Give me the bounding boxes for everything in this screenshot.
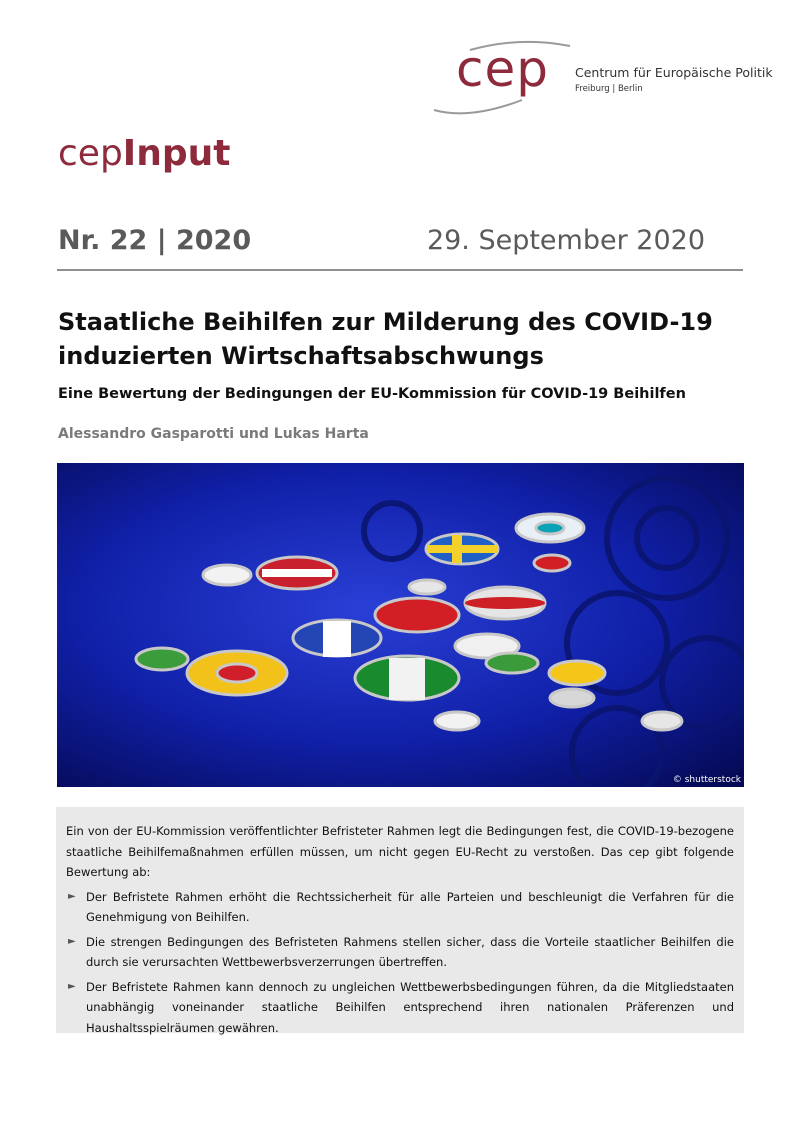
bullet-text: Der Befristete Rahmen kann dennoch zu ungleichen Wettbewerbsbedingungen führen, da die Mitgliedstaaten unabhängig voneinander staatliche Beihilfen entsprechend ihren nationalen Präferenzen und Haushaltsspielräumen gewähren. <box>86 979 734 1035</box>
logo-wordmark: cep <box>456 40 549 98</box>
document-title: Staatliche Beihilfen zur Milderung des COVID-19 induzierten Wirtschaftsabschwungs <box>58 308 713 370</box>
header-divider <box>57 269 743 271</box>
summary-bullets <box>66 887 734 1039</box>
issue-number: Nr. 22 | 2020 <box>58 225 252 256</box>
triangle-right-icon: ► <box>68 980 76 992</box>
document-subtitle: Eine Bewertung der Bedingungen der EU-Kommission für COVID-19 Beihilfen <box>58 386 686 402</box>
organization-name: Centrum für Europäische Politik <box>575 65 773 80</box>
bullet-text: Der Befristete Rahmen erhöht die Rechtssicherheit für alle Parteien und beschleunigt die Verfahren für die Genehmigung von Beihilfen. <box>86 889 734 924</box>
list-item <box>66 887 734 928</box>
summary-box <box>56 807 744 1033</box>
cep-logo <box>430 38 773 118</box>
series-name: Input <box>122 133 231 174</box>
list-item <box>66 977 734 1039</box>
summary-intro: Ein von der EU-Kommission veröffentlichter Befristeter Rahmen legt die Bedingungen fest, die COVID-19-bezogene staatliche Beihilfemaßnahmen erfüllen müssen, um nicht gegen EU-Recht zu verstoßen. Das cep gibt folgende Bewertung ab: <box>66 824 734 879</box>
series-title <box>58 132 230 176</box>
document-authors: Alessandro Gasparotti und Lukas Harta <box>58 426 369 442</box>
flag-gears-icon <box>57 463 744 787</box>
series-prefix: cep <box>58 133 123 174</box>
triangle-right-icon: ► <box>68 890 76 902</box>
image-credit: © shutterstock <box>672 775 741 785</box>
triangle-right-icon: ► <box>68 935 76 947</box>
issue-date: 29. September 2020 <box>426 225 705 256</box>
hero-image <box>57 463 744 787</box>
bullet-text: Die strengen Bedingungen des Befristeten Rahmens stellen sicher, dass die Vorteile staatlicher Beihilfen die durch sie verursachten Wettbewerbsverzerrungen übertreffen. <box>86 934 734 969</box>
list-item <box>66 932 734 973</box>
organization-locations: Freiburg | Berlin <box>575 84 643 94</box>
